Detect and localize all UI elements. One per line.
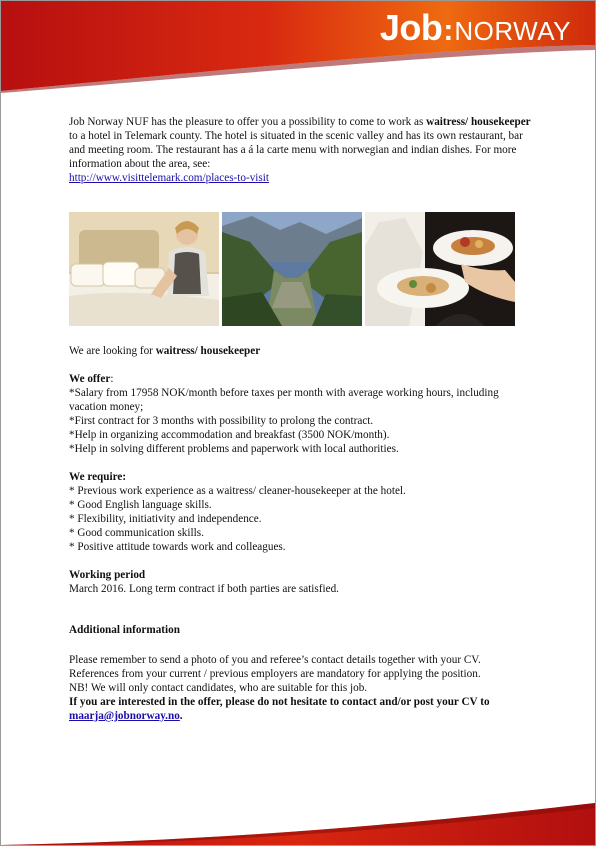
working-period-section: [69, 568, 531, 596]
require-item: * Good English language skills.: [69, 499, 212, 511]
nb-paragraph: NB! We will only contact candidates, who are suitable for this job.: [69, 682, 368, 694]
photo-references-paragraph: Please remember to send a photo of you and referee’s contact details together with your CV. References from your current / previous employers are mandatory for applying the position.: [69, 654, 481, 680]
we-offer-colon: :: [110, 373, 114, 385]
visittelemark-link[interactable]: http://www.visittelemark.com/places-to-visit: [69, 172, 269, 184]
waiter-serving-plates-photo: [365, 212, 515, 326]
we-require-section: [69, 470, 531, 554]
hotel-room-housekeeper-photo: [69, 212, 219, 326]
working-period-title: Working period: [69, 569, 146, 581]
jobnorway-logo: [380, 7, 571, 49]
logo-job: Job: [379, 7, 443, 48]
require-item: * Good communication skills.: [69, 527, 204, 539]
we-offer-section: [69, 372, 531, 456]
we-require-title: We require:: [69, 471, 127, 483]
photo-strip: [69, 212, 531, 326]
offer-item: *Help in organizing accommodation and breakfast (3500 NOK/month).: [69, 429, 390, 441]
contact-text: If you are interested in the offer, please do not hesitate to contact and/or post your CV to: [69, 696, 490, 708]
require-item: * Flexibility, initiativity and independence.: [69, 513, 262, 525]
document-body: [69, 115, 531, 723]
telemark-valley-photo: [222, 212, 362, 326]
additional-info-section: [69, 623, 531, 723]
looking-for-line: [69, 344, 531, 358]
footer-swoosh: [1, 801, 595, 845]
looking-for-position: waitress/ housekeeper: [155, 345, 261, 357]
contact-paragraph: [69, 695, 531, 723]
offer-item: *Salary from 17958 NOK/month before taxes per month with average working hours, including vacation money;: [69, 387, 499, 413]
require-item: * Previous work experience as a waitress/ cleaner-housekeeper at the hotel.: [69, 485, 406, 497]
require-item: * Positive attitude towards work and colleagues.: [69, 541, 286, 553]
contact-period: .: [179, 710, 183, 722]
intro-text-1: Job Norway NUF has the pleasure to offer you a possibility to come to work as: [69, 116, 427, 128]
offer-item: *First contract for 3 months with possibility to prolong the contract.: [69, 415, 374, 427]
contact-email-link[interactable]: maarja@jobnorway.no: [69, 710, 180, 722]
header-banner: [1, 1, 595, 93]
intro-text-2: to a hotel in Telemark county. The hotel is situated in the scenic valley and has its own restaurant, bar and meeting room. The restaurant has a á la carte menu with norwegian and indian dishes. For more information about the area, see:: [69, 130, 523, 170]
working-period-text: March 2016. Long term contract if both parties are satisfied.: [69, 583, 339, 595]
logo-norway: NORWAY: [454, 16, 571, 46]
additional-info-title: Additional information: [69, 624, 180, 636]
intro-position: waitress/ housekeeper: [426, 116, 531, 128]
logo-colon: :: [443, 14, 454, 47]
looking-for-text: We are looking for: [69, 345, 156, 357]
we-offer-title: We offer: [69, 373, 111, 385]
offer-item: *Help in solving different problems and paperwork with local authorities.: [69, 443, 399, 455]
intro-paragraph: [69, 115, 531, 185]
